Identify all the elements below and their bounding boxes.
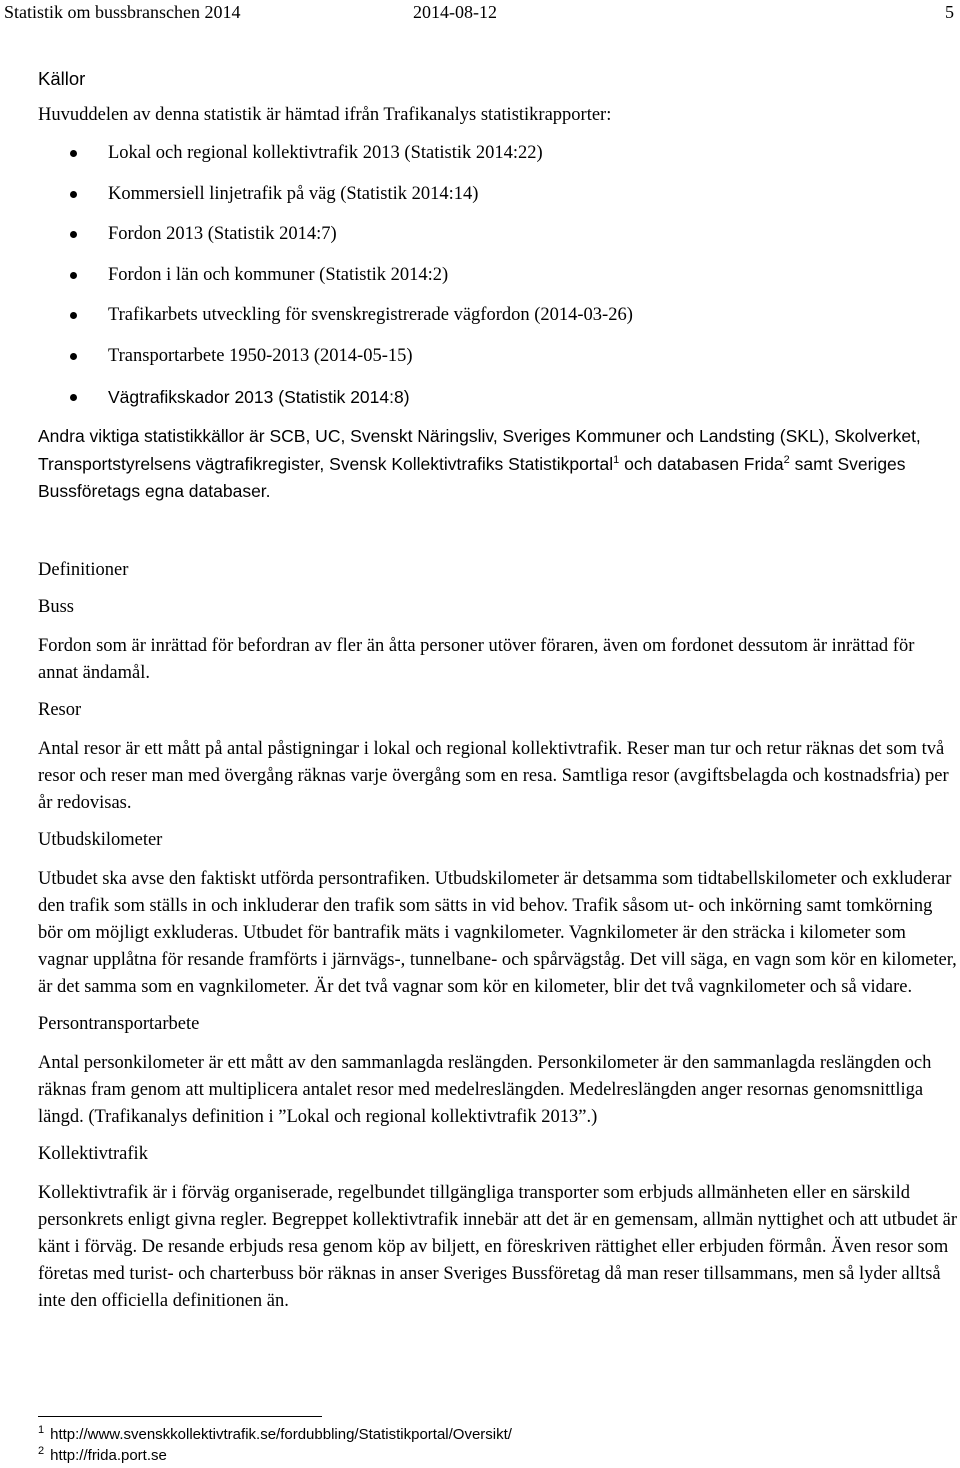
list-item: [38, 295, 958, 336]
bullet-icon: [70, 231, 77, 238]
definition-text: Fordon som är inrättad för befordran av fler än åtta personer utöver föraren, även om fordonet dessutom är inrättad för annat ändamål.: [38, 635, 915, 683]
list-item: [38, 336, 958, 377]
footnote-1: [38, 1424, 512, 1445]
bullet-icon: [70, 272, 77, 279]
definition-term: Persontransportarbete: [38, 1013, 200, 1034]
bullet-icon: [70, 312, 77, 319]
sources-list: [38, 133, 958, 417]
source-item-text: Fordon i län och kommuner (Statistik 2014:2): [108, 264, 449, 285]
definition-text: Antal resor är ett mått på antal påstigningar i lokal och regional kollektivtrafik. Reser man tur och retur räknas det som två resor och reser man med övergång räknas varje övergång som en resa. Samtliga resor (avgiftsbelagda och kostnadsfria) per år redovisas.: [38, 738, 949, 813]
bullet-icon: [70, 394, 77, 401]
definition-term: Buss: [38, 596, 74, 617]
footnote-number: 2: [38, 1445, 45, 1457]
other-sources-text-1: Andra viktiga statistikkällor är SCB, UC, Svenskt Näringsliv, Sveriges Kommuner och Landsting (SKL), Skolverket, Transportstyrelsens vägtrafikregister, Svensk Kollektivtrafiks Statistikportal: [38, 426, 921, 474]
source-item-text: Lokal och regional kollektivtrafik 2013 (Statistik 2014:22): [108, 143, 543, 163]
header-page-number: 5: [945, 2, 954, 22]
source-item-text: Fordon 2013 (Statistik 2014:7): [108, 224, 337, 245]
definition-text: Antal personkilometer är ett mått av den sammanlagda reslängden. Personkilometer är den sammanlagda reslängden och räknas fram genom att multiplicera antalet resor med medelreslängden. Medelreslängden anger resornas genomsnittliga längd. (Trafikanalys definition i ”Lokal och regional kollektivtrafik 2013”.): [38, 1052, 932, 1127]
page-content: [38, 64, 958, 1315]
list-item: [38, 174, 958, 215]
header-date: 2014-08-12: [413, 2, 497, 22]
footnotes: [38, 1424, 512, 1466]
definition-term: Utbudskilometer: [38, 829, 163, 850]
list-item: [38, 133, 958, 174]
definition-text: Utbudet ska avse den faktiskt utförda persontrafiken. Utbudskilometer är detsamma som tidtabellskilometer och exkluderar den trafik som ställs in och inkluderar den trafik som sätts in vid behov. Trafik såsom ut- och inkörning samt tomkörning bör om möjligt exkluderas. Utbudet för bantrafik mäts i vagnkilometer. Vagnkilometer är den sträcka i kilometer som vagnar upplåtna för resande framförts i järnvägs-, tunnelbane- och spårvägståg. Det vill säga, en vagn som kör en kilometer, är det samma som en vagnkilometer. Är det två vagnar som kör en kilometer, blir det två vagnkilometer och så vidare.: [38, 868, 957, 997]
definition-term: Kollektivtrafik: [38, 1143, 148, 1164]
other-sources-paragraph: [38, 423, 958, 506]
list-item: [38, 255, 958, 296]
sources-intro: Huvuddelen av denna statistik är hämtad ifrån Trafikanalys statistikrapporter:: [38, 105, 612, 125]
source-item-text: Vägtrafikskador 2013 (Statistik 2014:8): [108, 386, 410, 407]
other-sources-text-2: och databasen Frida: [619, 453, 784, 474]
bullet-icon: [70, 353, 77, 360]
source-item-text: Transportarbete 1950-2013 (2014-05-15): [108, 345, 413, 366]
footnote-link[interactable]: http://frida.port.se: [50, 1447, 167, 1464]
other-sources-text-3: samt Sveriges Bussföretags egna databaser.: [38, 453, 906, 502]
list-item: [38, 377, 958, 418]
source-item-text: Trafikarbets utveckling för svenskregistrerade vägfordon (2014-03-26): [108, 305, 633, 326]
definition-text: Kollektivtrafik är i förväg organiserade, regelbundet tillgängliga transporter som erbjuds allmänheten eller en särskild personkrets enligt givna regler. Begreppet kollektivtrafik innebär att det är en gemensam, allmän nyttighet och att utbudet är känt i förväg. De resande erbjuds resa genom köp av biljett, en föreskriven rättighet eller erbjuden förmån. Även resor som företas med turist- och charterbuss bör räknas in anser Sveriges Bussföretag då man reser tillsammans, men så lyder alltså inte den officiella definitionen än.: [38, 1182, 958, 1311]
definitions-heading: Definitioner: [38, 559, 129, 580]
footnote-divider: [38, 1416, 322, 1417]
sources-heading: Källor: [38, 68, 86, 89]
page-header: [4, 0, 954, 26]
source-item-text: Kommersiell linjetrafik på väg (Statistik 2014:14): [108, 183, 479, 204]
footnote-number: 1: [38, 1424, 45, 1436]
bullet-icon: [70, 191, 77, 198]
definition-term: Resor: [38, 699, 82, 720]
footnote-link[interactable]: http://www.svenskkollektivtrafik.se/fordubbling/Statistikportal/Oversikt/: [50, 1426, 512, 1443]
list-item: [38, 214, 958, 255]
header-doc-title: Statistik om bussbranschen 2014: [4, 2, 241, 22]
footnote-ref-1: 1: [613, 453, 620, 466]
footnote-2: [38, 1445, 512, 1466]
footnote-ref-2: 2: [783, 453, 790, 466]
bullet-icon: [70, 150, 77, 157]
